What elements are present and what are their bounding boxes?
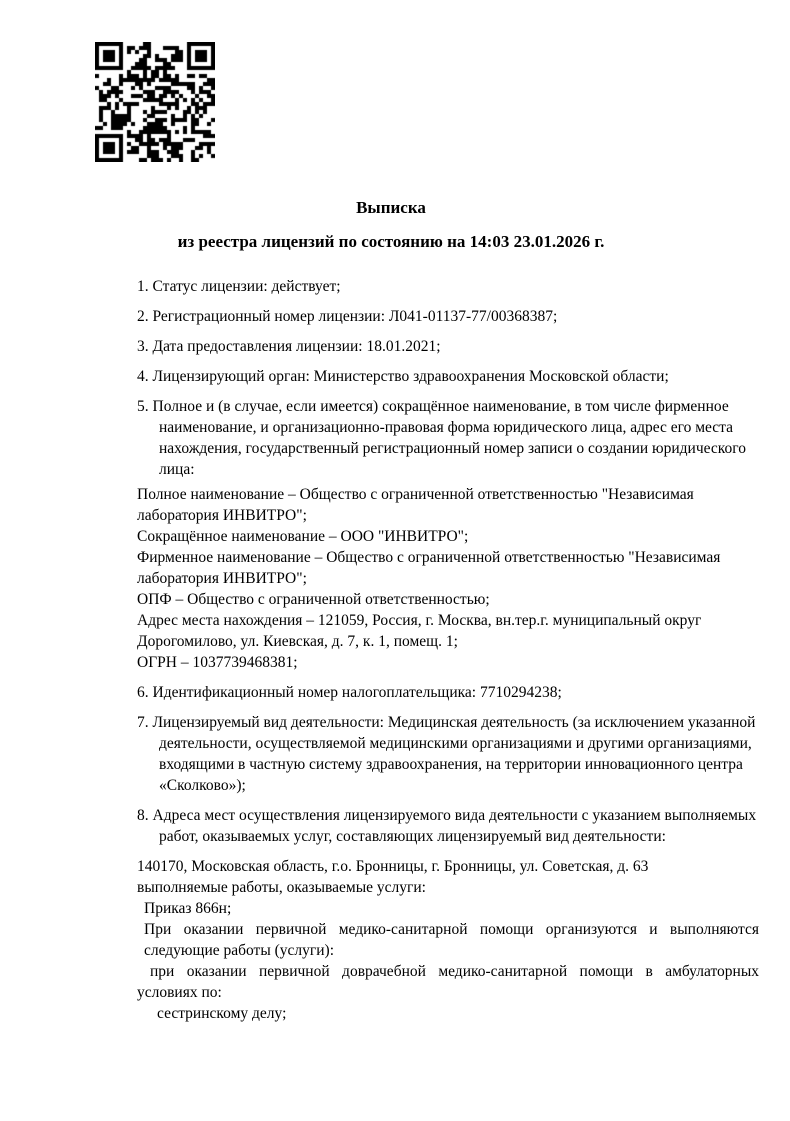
item-text: Статус лицензии: действует;: [152, 278, 341, 295]
item-number: 5.: [137, 398, 149, 415]
document-body: [137, 276, 759, 1024]
item-organization-names-heading: [137, 396, 759, 480]
org-ogrn: ОГРН – 1037739468381;: [137, 654, 298, 671]
document-header: [0, 199, 782, 250]
item-number: 8.: [137, 807, 149, 824]
item-licensing-authority: [137, 366, 759, 387]
item-text: Идентификационный номер налогоплательщика: 7710294238;: [152, 684, 562, 701]
works-services-label: выполняемые работы, оказываемые услуги:: [137, 879, 426, 896]
item-activity-addresses-heading: [137, 805, 759, 847]
primary-care-line-1: При оказании первичной медико-санитарной помощи организуются и выполняются: [144, 921, 759, 938]
item-number: 7.: [137, 714, 149, 731]
organization-details: [137, 484, 759, 673]
activity-address: 140170, Московская область, г.о. Бронницы, г. Бронницы, ул. Советская, д. 63: [137, 858, 649, 875]
item-number: 2.: [137, 308, 149, 325]
item-text: Лицензирующий орган: Министерство здравоохранения Московской области;: [152, 368, 669, 385]
org-legal-form: ОПФ – Общество с ограниченной ответственностью;: [137, 591, 490, 608]
item-number: 1.: [137, 278, 149, 295]
org-address: Адрес места нахождения – 121059, Россия, г. Москва, вн.тер.г. муниципальный округ Дорогомилово, ул. Киевская, д. 7, к. 1, помещ. 1;: [137, 612, 702, 650]
item-licensed-activity: [137, 712, 759, 796]
order-reference: Приказ 866н;: [144, 900, 232, 917]
item-text: Дата предоставления лицензии: 18.01.2021;: [152, 338, 441, 355]
item-grant-date: [137, 336, 759, 357]
org-brand-name: Фирменное наименование – Общество с ограниченной ответственностью "Независимая лаборатория ИНВИТРО";: [137, 549, 721, 587]
qr-code: [95, 42, 215, 162]
org-full-name: Полное наименование – Общество с ограниченной ответственностью "Независимая лаборатория ИНВИТРО";: [137, 486, 694, 524]
item-text: Полное и (в случае, если имеется) сокращённое наименование, в том числе фирменное наименование, и организационно-правовая форма юридического лица, адрес его места нахождения, государственный регистрационный номер записи о создании юридического лица:: [152, 398, 747, 478]
item-text: Адреса мест осуществления лицензируемого вида деятельности с указанием выполняемых работ, оказываемых услуг, составляющих лицензируемый вид деятельности:: [152, 807, 757, 845]
document-title: Выписка: [356, 198, 426, 217]
item-registration-number: [137, 306, 759, 327]
item-number: 4.: [137, 368, 149, 385]
item-license-status: [137, 276, 759, 297]
primary-care-line-2: следующие работы (услуги):: [144, 942, 335, 959]
pre-medical-care-line-2: условиях по:: [137, 984, 222, 1001]
item-number: 6.: [137, 684, 149, 701]
item-number: 3.: [137, 338, 149, 355]
item-text: Лицензируемый вид деятельности: Медицинская деятельность (за исключением указанной деятельности, осуществляемой медицинскими организациями и другими организациями, входящими в частную систему здравоохранения, на территории инновационного центра «Сколково»);: [152, 714, 756, 794]
document-subtitle: из реестра лицензий по состоянию на 14:03 23.01.2026 г.: [177, 232, 605, 251]
org-short-name: Сокращённое наименование – ООО "ИНВИТРО";: [137, 528, 469, 545]
pre-medical-care-line-1: при оказании первичной доврачебной медико-санитарной помощи в амбулаторных: [150, 963, 759, 980]
item-text: Регистрационный номер лицензии: Л041-01137-77/00368387;: [152, 308, 558, 325]
item-taxpayer-number: [137, 682, 759, 703]
nursing-care-line: сестринскому делу;: [157, 1005, 287, 1022]
activity-address-block: [137, 856, 759, 1024]
